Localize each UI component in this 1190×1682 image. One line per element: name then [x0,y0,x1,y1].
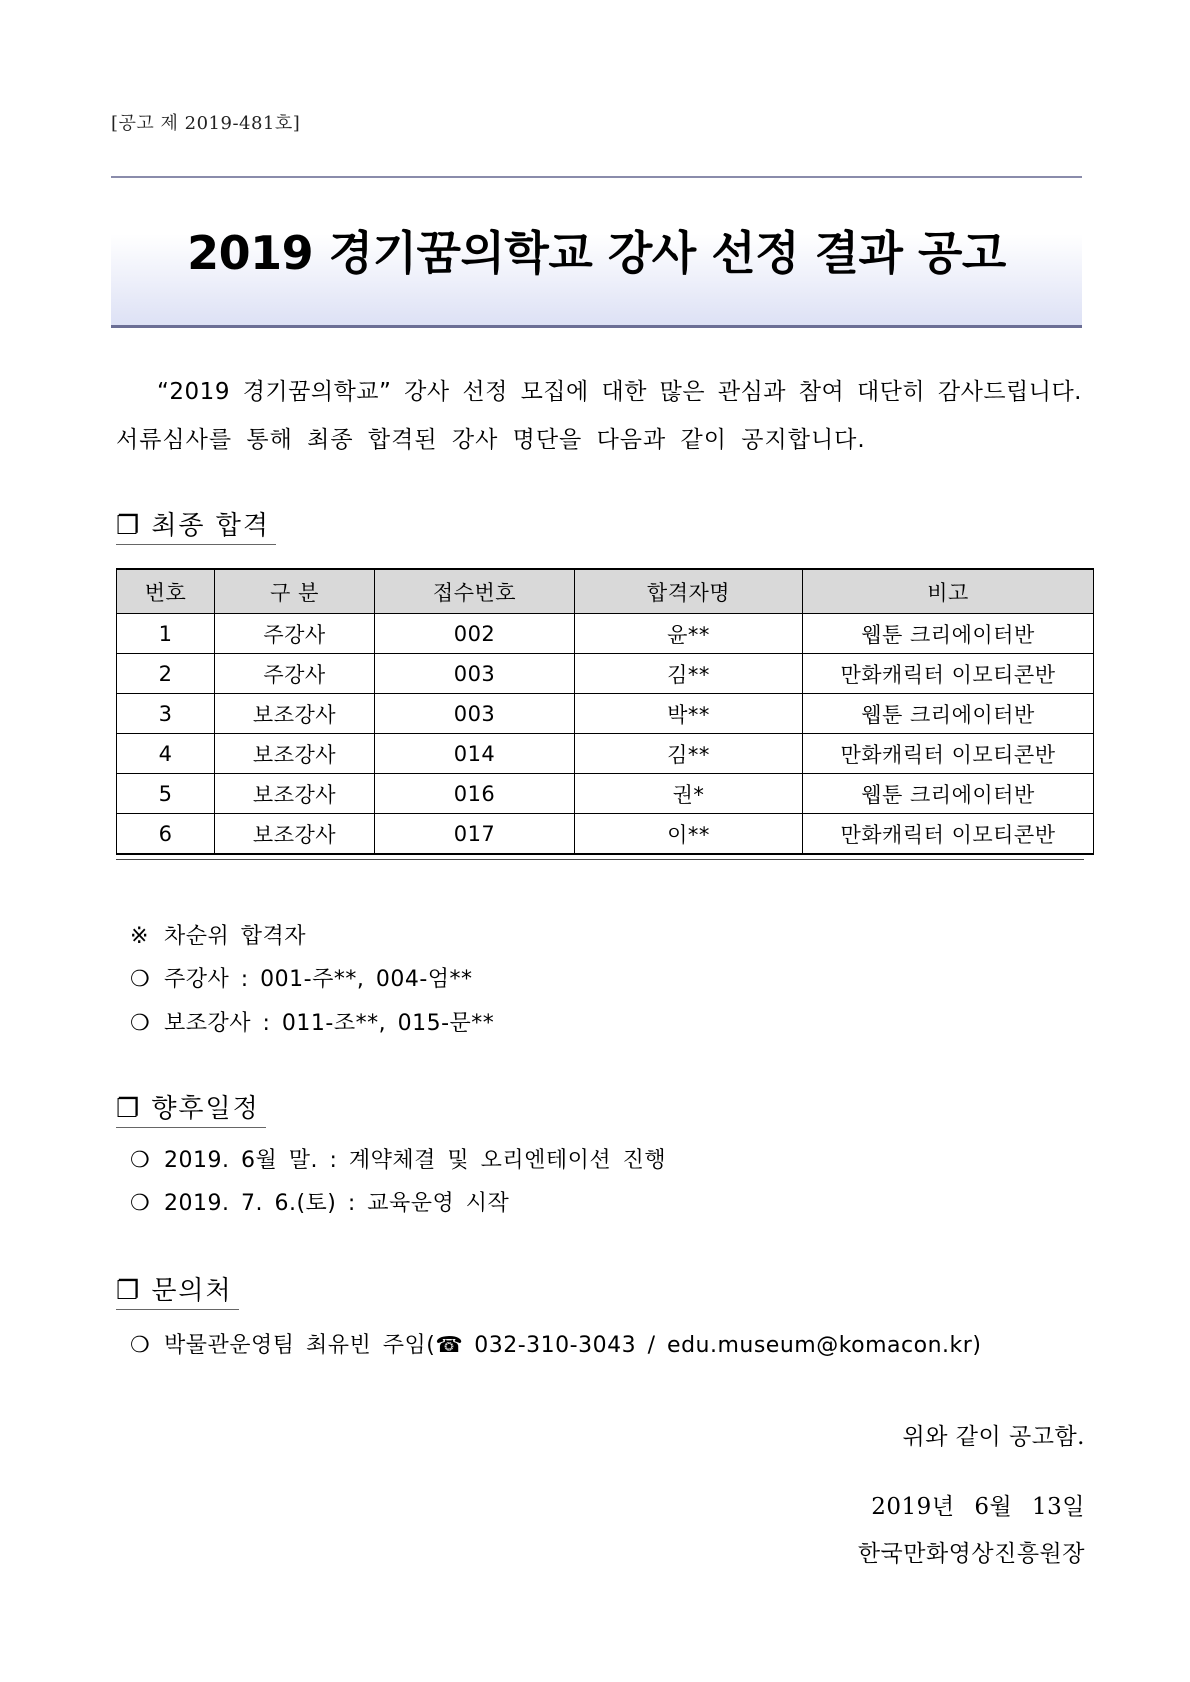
contact-line [130,1331,981,1361]
header-number: 번호 [117,569,215,614]
cell-category: 주강사 [215,614,375,654]
table-row [117,814,1094,855]
section-title: 문의처 [151,1276,233,1306]
cell-receipt-number: 017 [375,814,575,855]
cell-note: 만화캐릭터 이모티콘반 [803,814,1094,855]
contact-person: 박물관운영팀 최유빈 주임( [164,1333,436,1358]
cell-name: 권* [575,774,803,814]
list-item-text: 주강사 : 001-주**, 004-엄** [164,967,473,992]
contact-email: edu.museum@komacon.kr [667,1333,973,1358]
intro-line-2: 서류심사를 통해 최종 합격된 강사 명단을 다음과 같이 공지합니다. [116,427,866,453]
header-receipt-number: 접수번호 [375,569,575,614]
cell-category: 보조강사 [215,694,375,734]
cell-number: 5 [117,774,215,814]
cell-name: 윤** [575,614,803,654]
section-heading-schedule [116,1093,266,1128]
notice-date: 2019년 6월 13일 [871,1494,1085,1520]
list-item [130,1146,666,1176]
bullet-circle-icon: ❍ [130,1191,150,1216]
cell-receipt-number: 003 [375,694,575,734]
table-row [117,734,1094,774]
list-item [130,1009,494,1039]
list-item-text: 2019. 7. 6.(토) : 교육운영 시작 [164,1191,510,1216]
table-row [117,614,1094,654]
cell-note: 만화캐릭터 이모티콘반 [803,734,1094,774]
section-box-icon: ❐ [116,511,140,541]
contact-close-paren: ) [972,1333,982,1358]
cell-note: 웹툰 크리에이터반 [803,614,1094,654]
cell-category: 보조강사 [215,774,375,814]
cell-receipt-number: 014 [375,734,575,774]
notice-number: [공고 제 2019-481호] [111,113,301,134]
cell-category: 보조강사 [215,734,375,774]
results-table-container [116,568,1093,855]
cell-name: 박** [575,694,803,734]
runners-up-title: 차순위 합격자 [164,924,307,949]
cell-note: 웹툰 크리에이터반 [803,694,1094,734]
contact-phone: 032-310-3043 [474,1333,637,1358]
section-title: 향후일정 [151,1094,260,1124]
intro-line-1: “2019 경기꿈의학교” 강사 선정 모집에 대한 많은 관심과 참여 대단히 감사드립니다. [157,379,1082,405]
section-heading-contact [116,1275,239,1310]
section-box-icon: ❐ [116,1276,140,1306]
cell-receipt-number: 016 [375,774,575,814]
cell-number: 6 [117,814,215,855]
results-table [116,568,1094,855]
cell-note: 웹툰 크리에이터반 [803,774,1094,814]
cell-number: 1 [117,614,215,654]
cell-number: 3 [117,694,215,734]
bullet-circle-icon: ❍ [130,1011,150,1036]
cell-name: 김** [575,654,803,694]
title-banner [111,176,1082,328]
list-item [130,965,473,995]
header-name: 합격자명 [575,569,803,614]
bullet-circle-icon: ❍ [130,1148,150,1173]
table-row [117,694,1094,734]
contact-separator: / [647,1333,656,1358]
cell-note: 만화캐릭터 이모티콘반 [803,654,1094,694]
cell-category: 주강사 [215,654,375,694]
cell-name: 김** [575,734,803,774]
cell-name: 이** [575,814,803,855]
bullet-circle-icon: ❍ [130,1333,150,1358]
header-category: 구 분 [215,569,375,614]
bullet-circle-icon: ❍ [130,967,150,992]
section-title: 최종 합격 [151,511,271,541]
phone-icon: ☎ [435,1333,463,1358]
table-bottom-rule [116,859,1084,860]
page-title: 2019 경기꿈의학교 강사 선정 결과 공고 [187,225,1006,280]
runners-up-label [130,922,306,952]
table-row [117,774,1094,814]
header-note: 비고 [803,569,1094,614]
closing-statement: 위와 같이 공고함. [902,1424,1085,1450]
table-row [117,654,1094,694]
table-header-row [117,569,1094,614]
list-item-text: 보조강사 : 011-조**, 015-문** [164,1011,495,1036]
section-heading-final-results [116,510,276,545]
cell-number: 2 [117,654,215,694]
cell-category: 보조강사 [215,814,375,855]
cell-receipt-number: 002 [375,614,575,654]
cell-number: 4 [117,734,215,774]
cell-receipt-number: 003 [375,654,575,694]
issuer-name: 한국만화영상진흥원장 [857,1541,1085,1567]
section-box-icon: ❐ [116,1094,140,1124]
reference-mark-icon: ※ [130,924,149,949]
list-item-text: 2019. 6월 말. : 계약체결 및 오리엔테이션 진행 [164,1148,667,1173]
list-item [130,1189,509,1219]
